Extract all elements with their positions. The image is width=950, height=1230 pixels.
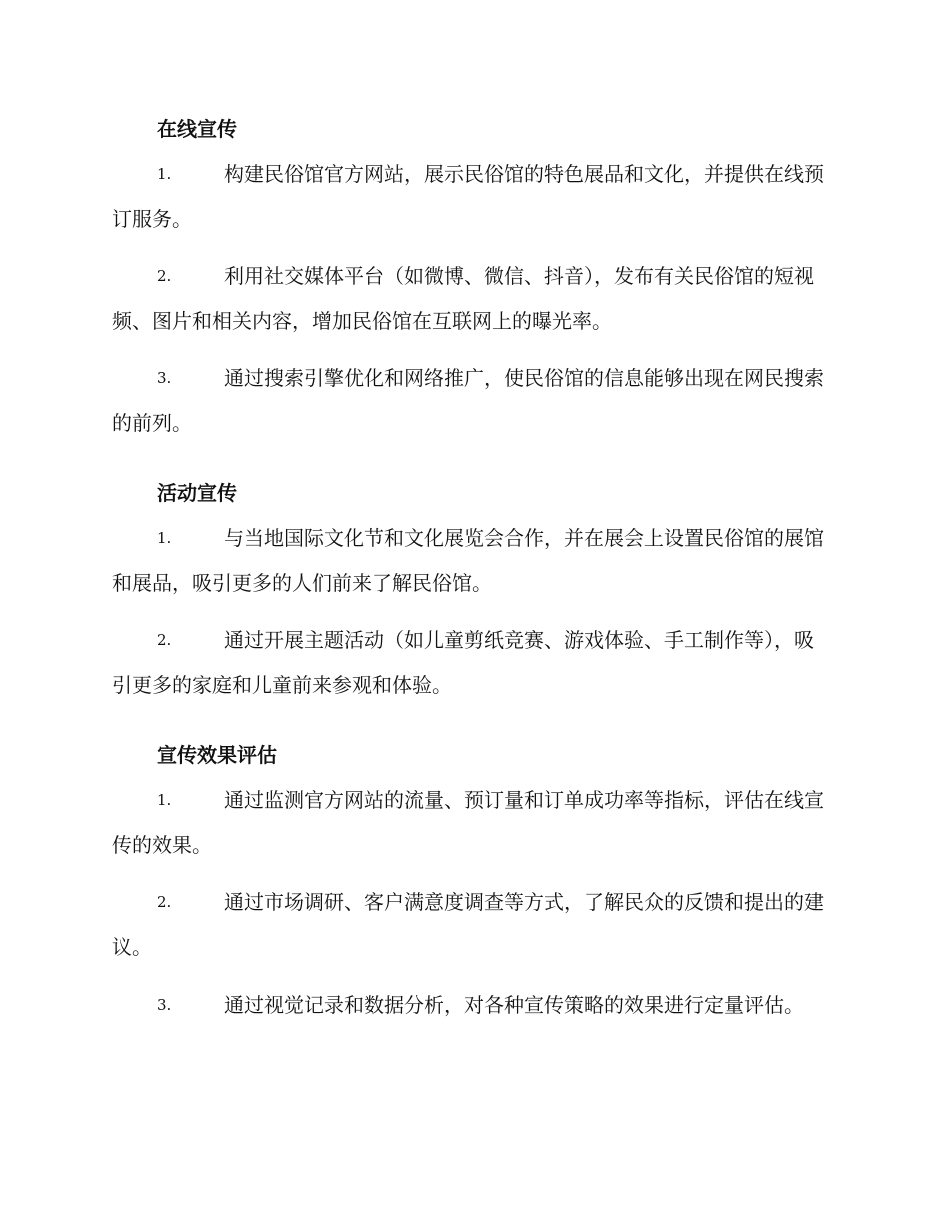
list-item [112,164,832,254]
list-text: 与当地国际文化节和文化展览会合作，并在展会上设置民俗馆的展馆和展品，吸引更多的人们前来了解民俗馆。 [112,526,824,595]
list-number: 3. [157,369,172,387]
list-text: 通过开展主题活动（如儿童剪纸竞赛、游戏体验、手工制作等），吸引更多的家庭和儿童前来参观和体验。 [112,628,814,697]
list-item [112,892,832,982]
list-number: 1. [157,791,172,809]
list-item [112,790,832,880]
list-item [112,368,832,458]
list-text: 通过视觉记录和数据分析，对各种宣传策略的效果进行定量评估。 [224,993,804,1017]
list-number: 3. [157,996,172,1014]
list-text: 通过搜索引擎优化和网络推广，使民俗馆的信息能够出现在网民搜索的前列。 [112,366,824,435]
list-number: 2. [157,893,172,911]
list-text: 通过监测官方网站的流量、预订量和订单成功率等指标，评估在线宣传的效果。 [112,788,824,857]
list-item [112,266,832,356]
list-number: 2. [157,267,172,285]
list-text: 利用社交媒体平台（如微博、微信、抖音），发布有关民俗馆的短视频、图片和相关内容，增加民俗馆在互联网上的曝光率。 [112,264,814,333]
list-text: 构建民俗馆官方网站，展示民俗馆的特色展品和文化，并提供在线预订服务。 [112,162,824,231]
list-item [112,630,832,720]
section-heading-events: 活动宣传 [157,481,237,505]
list-number: 2. [157,631,172,649]
section-heading-online: 在线宣传 [157,117,237,141]
list-item [112,995,832,1040]
list-number: 1. [157,529,172,547]
list-number: 1. [157,165,172,183]
section-heading-evaluation: 宣传效果评估 [157,743,277,767]
list-text: 通过市场调研、客户满意度调查等方式，了解民众的反馈和提出的建议。 [112,890,824,959]
list-item [112,528,832,618]
